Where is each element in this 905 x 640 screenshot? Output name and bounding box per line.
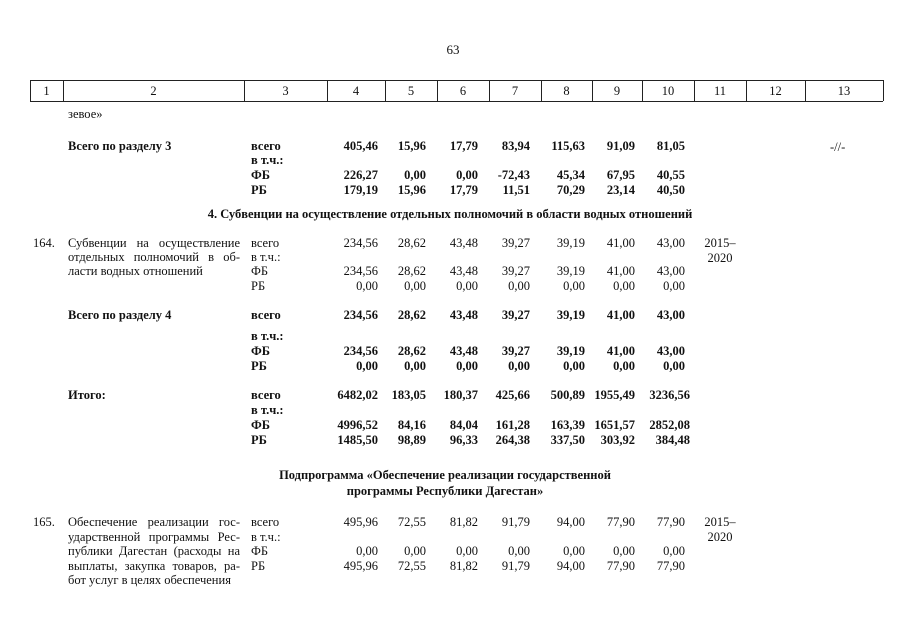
type-label: в т.ч.: (251, 403, 284, 417)
value-cell: 43,48 (449, 236, 478, 250)
value-cell: 91,79 (501, 515, 530, 529)
value-cell: 77,90 (656, 559, 685, 573)
value-cell: 303,92 (600, 433, 635, 447)
value-cell: 41,00 (606, 236, 635, 250)
value-cell: 161,28 (495, 418, 530, 432)
value-cell: 81,05 (656, 139, 685, 153)
row-number: 164. (33, 236, 55, 250)
value-cell: 0,00 (404, 279, 426, 293)
value-cell: 43,00 (656, 308, 685, 322)
type-label: РБ (251, 279, 266, 293)
header-bottom-border (30, 101, 883, 102)
period-cell: 2020 (707, 530, 733, 544)
value-cell: 94,00 (556, 515, 585, 529)
header-col-9: 9 (613, 84, 621, 98)
value-cell: 0,00 (404, 359, 426, 373)
type-label: РБ (251, 559, 266, 573)
value-cell: 17,79 (449, 139, 478, 153)
value-cell: 0,00 (404, 544, 426, 558)
value-cell: 28,62 (397, 344, 426, 358)
header-col-1: 1 (43, 84, 50, 98)
value-cell: 39,19 (556, 308, 585, 322)
type-label: РБ (251, 183, 267, 197)
item-name-line: бот услуг в целях обеспечения (68, 573, 231, 587)
header-col-5: 5 (407, 84, 415, 98)
value-cell: 0,00 (404, 168, 426, 182)
value-cell: 91,09 (606, 139, 635, 153)
value-cell: 226,27 (343, 168, 378, 182)
value-cell: 84,04 (449, 418, 478, 432)
value-cell: 83,94 (501, 139, 530, 153)
value-cell: 45,34 (556, 168, 585, 182)
item-name-line: ударственной программы Рес- (68, 530, 240, 544)
value-cell: 0,00 (663, 279, 685, 293)
value-cell: 234,56 (343, 264, 378, 278)
value-cell: 0,00 (663, 544, 685, 558)
value-cell: 39,19 (556, 344, 585, 358)
value-cell: 0,00 (663, 359, 685, 373)
value-cell: 77,90 (656, 515, 685, 529)
value-cell: 495,96 (343, 559, 378, 573)
value-cell: 0,00 (563, 359, 585, 373)
value-cell: 1485,50 (337, 433, 378, 447)
value-cell: 3236,56 (649, 388, 690, 402)
value-cell: 84,16 (397, 418, 426, 432)
value-cell: 41,00 (606, 308, 635, 322)
value-cell: 98,89 (397, 433, 426, 447)
value-cell: 2852,08 (649, 418, 690, 432)
type-label: РБ (251, 433, 267, 447)
value-cell: 81,82 (449, 559, 478, 573)
value-cell: 96,33 (449, 433, 478, 447)
row-label: Всего по разделу 3 (68, 139, 172, 153)
item-name-line: ласти водных отношений (68, 264, 203, 278)
col-divider (883, 80, 884, 101)
value-cell: 39,27 (501, 236, 530, 250)
header-col-4: 4 (352, 84, 360, 98)
value-cell: 23,14 (606, 183, 635, 197)
header-col-3: 3 (282, 84, 289, 98)
value-cell: 81,82 (449, 515, 478, 529)
period-cell: 2020 (707, 251, 733, 265)
type-label: в т.ч.: (251, 250, 281, 264)
item-name-line: Обеспечение реализации гос- (68, 515, 240, 529)
type-label: всего (251, 308, 281, 322)
value-cell: 39,27 (501, 308, 530, 322)
header-col-2: 2 (150, 84, 157, 98)
value-cell: 39,27 (501, 344, 530, 358)
row-number: 165. (33, 515, 55, 529)
type-label: ФБ (251, 264, 269, 278)
value-cell: 43,48 (449, 264, 478, 278)
type-label: РБ (251, 359, 267, 373)
value-cell: 94,00 (556, 559, 585, 573)
value-cell: 41,00 (606, 344, 635, 358)
value-cell: 28,62 (397, 308, 426, 322)
row-label: Итого: (68, 388, 106, 402)
value-cell: 0,00 (563, 279, 585, 293)
value-cell: 264,38 (495, 433, 530, 447)
item-name-line: публики Дагестан (расходы на (68, 544, 240, 558)
type-label: ФБ (251, 168, 271, 182)
period-cell: 2015– (704, 515, 736, 529)
type-label: ФБ (251, 344, 271, 358)
value-cell: 500,89 (550, 388, 585, 402)
value-cell: 15,96 (397, 139, 426, 153)
value-cell: 0,00 (456, 359, 478, 373)
value-cell: 234,56 (343, 344, 378, 358)
value-cell: 28,62 (397, 264, 426, 278)
value-cell: 179,19 (343, 183, 378, 197)
subprogram-heading: программы Республики Дагестан» (346, 484, 544, 498)
value-cell: 40,55 (656, 168, 685, 182)
period-cell: 2015– (704, 236, 736, 250)
section-heading: 4. Субвенции на осуществление отдельных полномочий в области водных отношений (207, 207, 693, 221)
type-label: ФБ (251, 544, 269, 558)
value-cell: 15,96 (397, 183, 426, 197)
value-cell: 405,46 (343, 139, 378, 153)
value-cell: 1651,57 (594, 418, 635, 432)
value-cell: 0,00 (456, 279, 478, 293)
header-top-border (30, 80, 883, 81)
value-cell: 17,79 (449, 183, 478, 197)
value-cell: 183,05 (391, 388, 426, 402)
value-cell: 39,19 (556, 236, 585, 250)
value-cell: 337,50 (550, 433, 585, 447)
value-cell: 39,27 (501, 264, 530, 278)
value-cell: 115,63 (551, 139, 585, 153)
value-cell: 67,95 (606, 168, 635, 182)
value-cell: 41,00 (606, 264, 635, 278)
value-cell: 234,56 (343, 236, 378, 250)
header-col-6: 6 (459, 84, 467, 98)
header-col-11: 11 (713, 84, 727, 98)
value-cell: 72,55 (397, 515, 426, 529)
value-cell: 0,00 (356, 359, 378, 373)
header-col-13: 13 (837, 84, 851, 98)
type-label: в т.ч.: (251, 329, 284, 343)
value-cell: 28,62 (397, 236, 426, 250)
value-cell: 180,37 (443, 388, 478, 402)
value-cell: 0,00 (613, 544, 635, 558)
header-col-8: 8 (563, 84, 570, 98)
subprogram-heading: Подпрограмма «Обеспечение реализации государственной (279, 468, 611, 482)
type-label: всего (251, 139, 281, 153)
value-cell: 0,00 (508, 359, 530, 373)
value-cell: 0,00 (508, 279, 530, 293)
type-label: всего (251, 515, 280, 529)
type-label: всего (251, 236, 280, 250)
header-col-10: 10 (661, 84, 675, 98)
value-cell: 39,19 (556, 264, 585, 278)
value-cell: 163,39 (550, 418, 585, 432)
value-cell: 495,96 (343, 515, 378, 529)
value-cell: 0,00 (356, 279, 378, 293)
value-cell: 43,48 (449, 344, 478, 358)
value-cell: 0,00 (456, 168, 478, 182)
value-cell: 70,29 (556, 183, 585, 197)
value-cell: 43,48 (449, 308, 478, 322)
header-col-12: 12 (769, 84, 782, 98)
item-name-line: выплаты, закупка товаров, ра- (68, 559, 240, 573)
value-cell: 0,00 (356, 544, 378, 558)
value-cell: 234,56 (343, 308, 378, 322)
header-col-7: 7 (511, 84, 519, 98)
value-cell: 43,00 (656, 236, 685, 250)
type-label: всего (251, 388, 281, 402)
value-cell: 4996,52 (337, 418, 378, 432)
value-cell: 72,55 (397, 559, 426, 573)
value-cell: 6482,02 (337, 388, 378, 402)
value-cell: 0,00 (456, 544, 478, 558)
type-label: ФБ (251, 418, 271, 432)
value-cell: 0,00 (613, 279, 635, 293)
value-cell: 0,00 (508, 544, 530, 558)
value-cell: 384,48 (655, 433, 690, 447)
value-cell: 11,51 (502, 183, 530, 197)
value-cell: 91,79 (501, 559, 530, 573)
value-cell: 43,00 (656, 264, 685, 278)
page-number: 63 (446, 42, 460, 57)
value-cell: 77,90 (606, 559, 635, 573)
type-label: в т.ч.: (251, 530, 281, 544)
type-label: в т.ч.: (251, 153, 284, 167)
ditto-mark: -//- (830, 140, 846, 154)
value-cell: 0,00 (563, 544, 585, 558)
item-name-line: Субвенции на осуществление (68, 236, 240, 250)
item-name-line: отдельных полномочий в об- (68, 250, 240, 264)
value-cell: 77,90 (606, 515, 635, 529)
row-label: Всего по разделу 4 (68, 308, 172, 322)
value-cell: 40,50 (656, 183, 685, 197)
continuation-text: зевое» (68, 107, 103, 121)
value-cell: 425,66 (495, 388, 530, 402)
value-cell: 1955,49 (594, 388, 635, 402)
value-cell: 0,00 (613, 359, 635, 373)
value-cell: -72,43 (497, 168, 530, 182)
value-cell: 43,00 (656, 344, 685, 358)
